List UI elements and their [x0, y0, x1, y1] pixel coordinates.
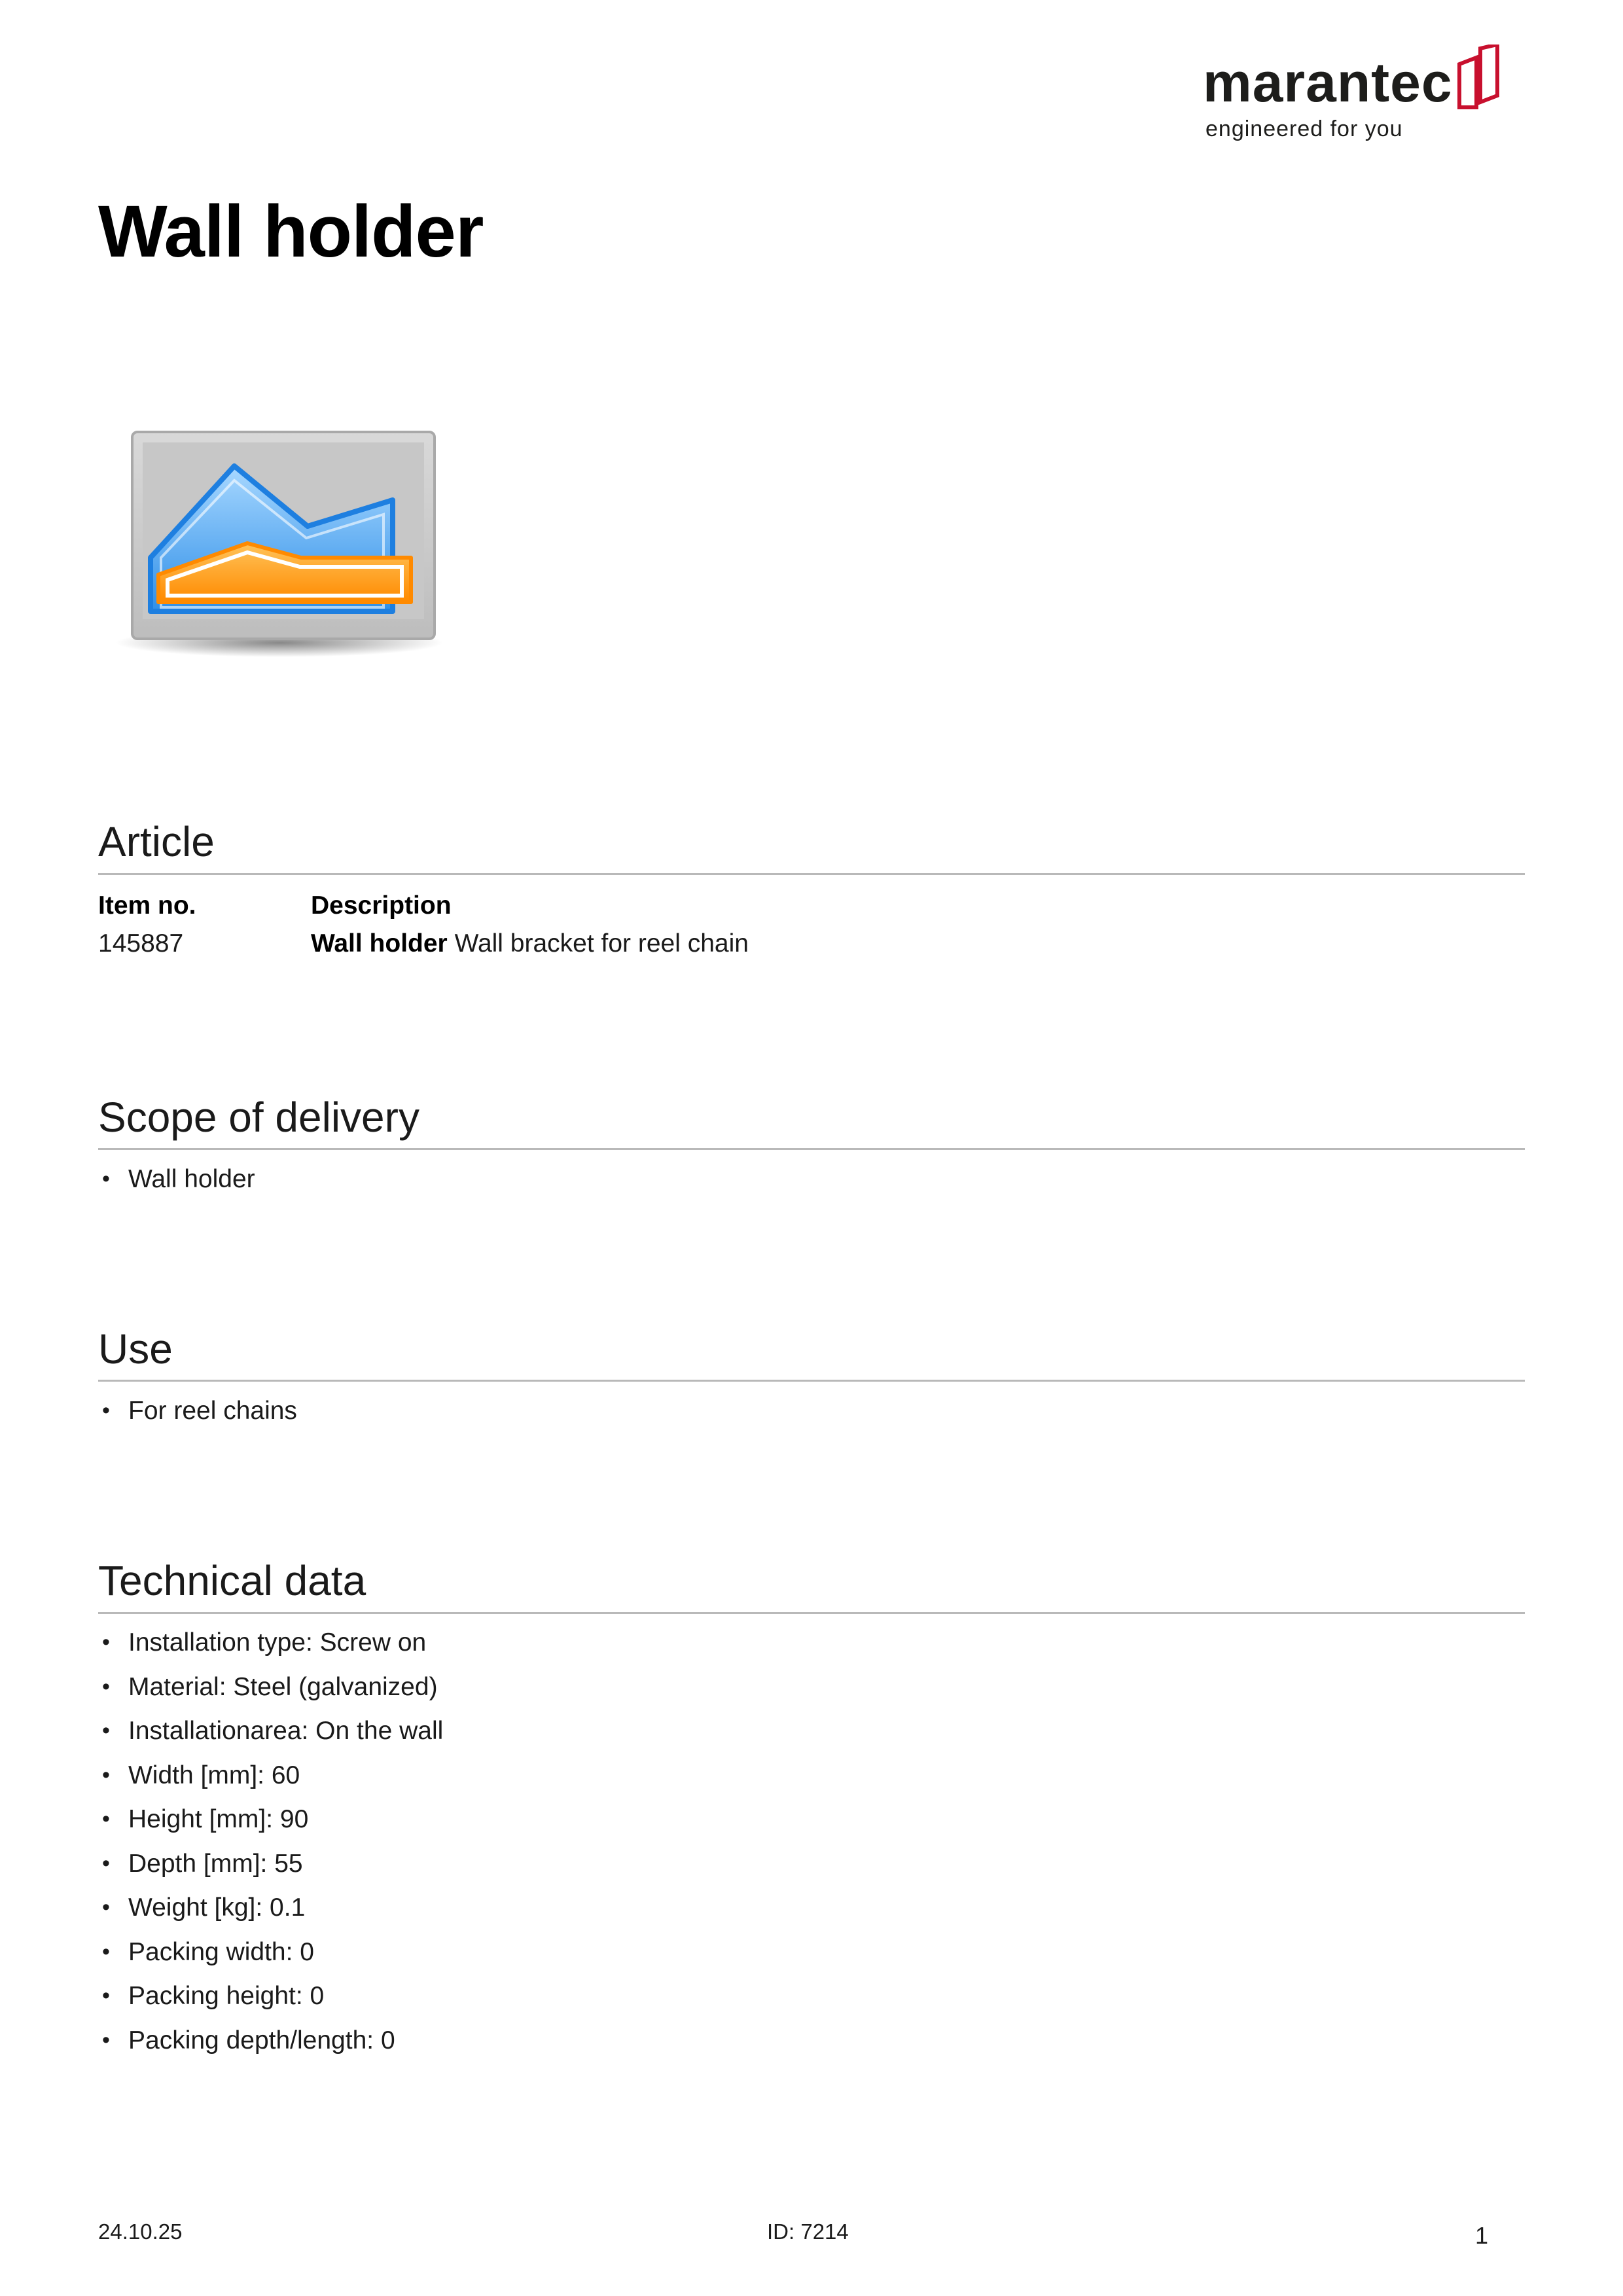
- product-image-placeholder-icon: [113, 427, 446, 662]
- description-header: Description: [311, 891, 452, 920]
- use-divider: [98, 1380, 1525, 1382]
- scope-divider: [98, 1148, 1525, 1150]
- technical-divider: [98, 1612, 1525, 1614]
- footer-page-number: 1: [1475, 2222, 1489, 2249]
- brand-tagline: engineered for you: [1205, 117, 1403, 141]
- list-item: • Packing width: 0: [98, 1930, 443, 1975]
- technical-list: [98, 1621, 443, 2062]
- list-item: • Depth [mm]: 55: [98, 1842, 443, 1886]
- list-item: • Weight [kg]: 0.1: [98, 1886, 443, 1930]
- scope-list: [98, 1157, 255, 1202]
- list-item: • Height [mm]: 90: [98, 1797, 443, 1842]
- article-heading: Article: [98, 818, 215, 865]
- footer-id: ID: 7214: [767, 2219, 849, 2244]
- article-description: Wall bracket for reel chain: [454, 929, 749, 958]
- footer-date: 24.10.25: [98, 2219, 183, 2244]
- list-item: • Wall holder: [98, 1157, 255, 1202]
- brand-logo: [1203, 39, 1504, 151]
- item-no-header: Item no.: [98, 891, 196, 920]
- brand-mark-icon: [1455, 45, 1503, 110]
- article-divider: [98, 873, 1525, 875]
- use-heading: Use: [98, 1325, 173, 1372]
- list-item: • Installationarea: On the wall: [98, 1709, 443, 1753]
- description-value: [311, 931, 749, 956]
- article-name: Wall holder: [311, 929, 448, 958]
- item-no-value: 145887: [98, 929, 184, 958]
- list-item: • For reel chains: [98, 1389, 297, 1433]
- technical-heading: Technical data: [98, 1557, 366, 1604]
- use-list: [98, 1389, 297, 1433]
- list-item: • Packing depth/length: 0: [98, 2018, 443, 2063]
- list-item: • Material: Steel (galvanized): [98, 1665, 443, 1710]
- list-item: • Installation type: Screw on: [98, 1621, 443, 1665]
- list-item: • Packing height: 0: [98, 1974, 443, 2018]
- page-title: Wall holder: [98, 190, 484, 272]
- scope-heading: Scope of delivery: [98, 1094, 419, 1141]
- list-item: • Width [mm]: 60: [98, 1753, 443, 1798]
- brand-name: marantec: [1203, 52, 1453, 113]
